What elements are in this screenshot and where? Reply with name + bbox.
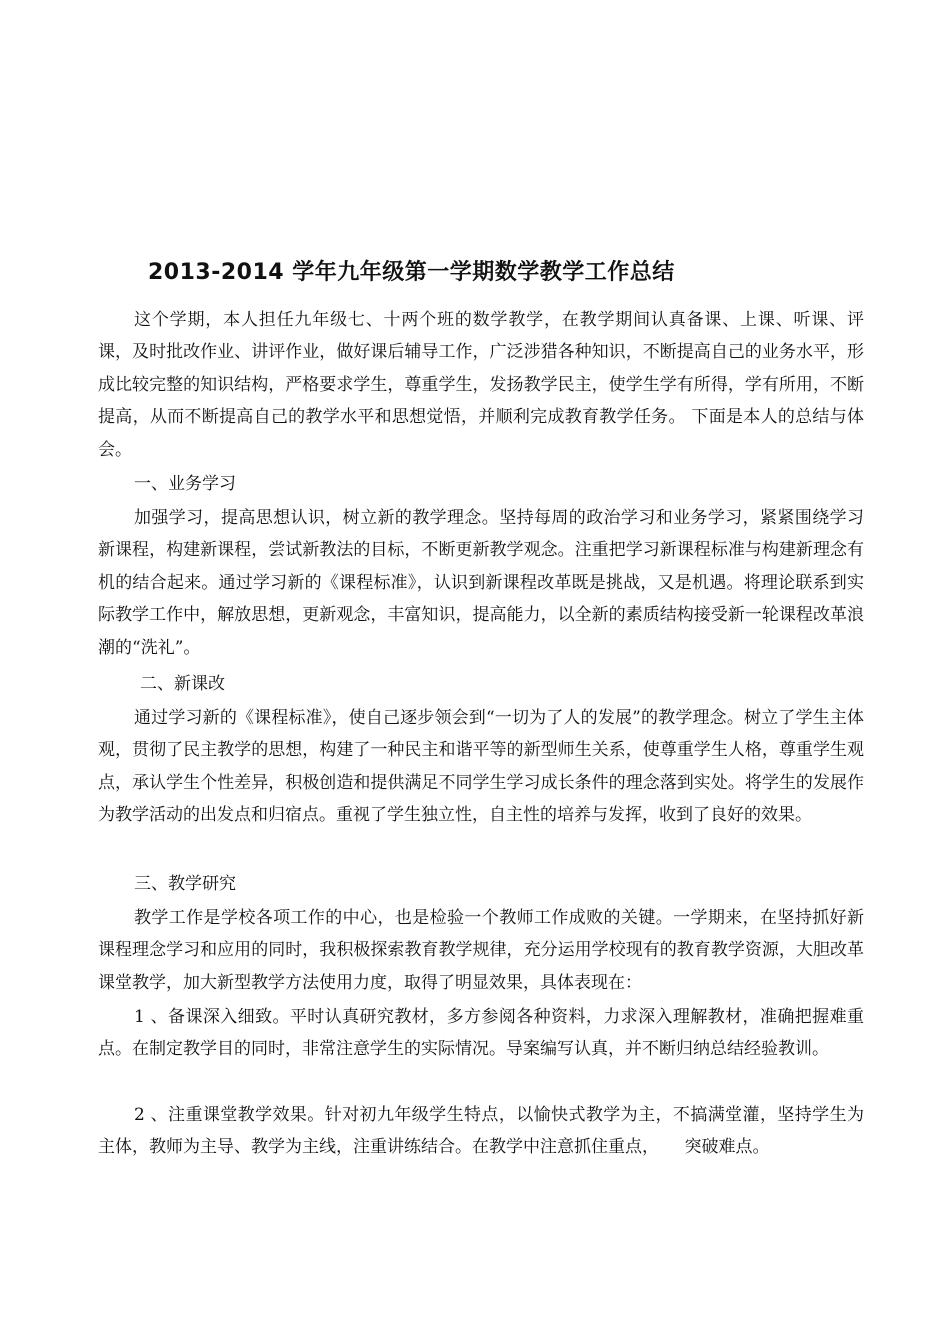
section-text-business-study: 加强学习，提高思想认识，树立新的教学理念。坚持每周的政治学习和业务学习，紧紧围绕学习新课程，构建新课程，尝试新教法的目标，不断更新教学观念。注重把学习新课程标准与构建新理念有机的结合起来。通过学习新的《课程标准》，认识到新课程改革既是挑战，又是机遇。将理论联系到实际教学工作中，解放思想，更新观念，丰富知识，提高能力，以全新的素质结构接受新一轮课程改革浪潮的“洗礼”。 — [98, 508, 864, 658]
section-heading-teaching-research: 三、教学研究 — [134, 874, 236, 894]
intro-paragraph: 这个学期，本人担任九年级七、十两个班的数学教学，在教学期间认真备课、上课、听课、评课，及时批改作业、讲评作业，做好课后辅导工作，广泛涉猎各种知识，不断提高自己的业务水平，形成比较完整的知识结构，严格要求学生，尊重学生，发扬教学民主，使学生学有所得，学有所用，不断提高，从而不断提高自己的教学水平和思想觉悟，并顺利完成教育教学任务。 下面是本人的总结与体会。 — [98, 310, 864, 460]
document-title: 2013-2014 学年九年级第一学期数学教学工作总结 — [148, 260, 675, 285]
list-item-classroom-effect: 2 、注重课堂教学效果。针对初九年级学生特点，以愉快式教学为主，不搞满堂灌，坚持学生为主体，教师为主导、教学为主线，注重讲练结合。在教学中注意抓住重点， 突破难点。 — [98, 1105, 864, 1158]
list-item-lesson-preparation: 1 、备课深入细致。平时认真研究教材，多方参阅各种资料，力求深入理解教材，准确把握难重点。在制定教学目的同时，非常注意学生的实际情况。导案编写认真，并不断归纳总结经验教训。 — [98, 1007, 864, 1060]
section-text-new-curriculum: 通过学习新的《课程标准》，使自己逐步领会到“一切为了人的发展”的教学理念。树立了学生主体观，贯彻了民主教学的思想，构建了一种民主和谐平等的新型师生关系，使尊重学生人格，尊重学生观点，承认学生个性差异，积极创造和提供满足不同学生学习成长条件的理念落到实处。将学生的发展作为教学活动的出发点和归宿点。重视了学生独立性，自主性的培养与发挥，收到了良好的效果。 — [98, 708, 864, 826]
section-heading-new-curriculum: 二、新课改 — [140, 674, 225, 694]
section-text-teaching-research: 教学工作是学校各项工作的中心，也是检验一个教师工作成败的关键。一学期来，在坚持抓好新课程理念学习和应用的同时，我积极探索教育教学规律，充分运用学校现有的教育教学资源，大胆改革课堂教学，加大新型教学方法使用力度，取得了明显效果，具体表现在： — [98, 908, 864, 993]
section-heading-business-study: 一、业务学习 — [134, 474, 236, 494]
